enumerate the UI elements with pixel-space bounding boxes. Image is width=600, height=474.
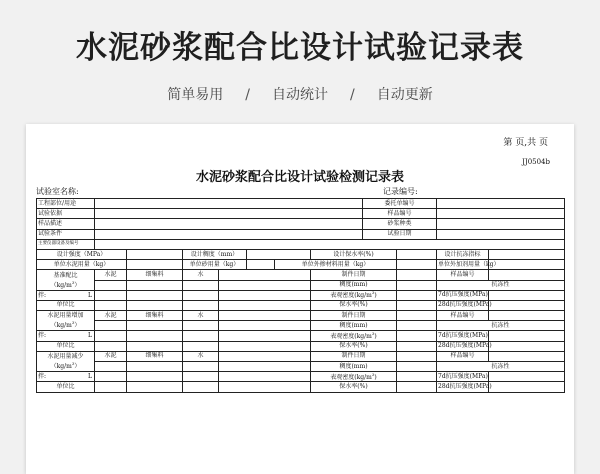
tag-separator: / — [245, 87, 250, 103]
batch-fine-agg[interactable] — [127, 331, 183, 341]
cement-value[interactable] — [95, 280, 127, 290]
strength28-value[interactable] — [489, 300, 565, 310]
table-row — [37, 372, 565, 382]
cement-per-unit-value[interactable] — [127, 260, 183, 270]
consistency-label: 稠度(mm) — [311, 280, 397, 290]
ratio-water[interactable] — [183, 382, 219, 392]
test-conditions-label: 试验条件 — [37, 229, 95, 239]
batch-water[interactable] — [183, 372, 219, 382]
cement-header: 水泥 — [95, 270, 127, 280]
tag-stats: 自动统计 — [272, 87, 328, 103]
table-row — [37, 311, 565, 321]
batch-fine-agg[interactable] — [127, 290, 183, 300]
group-label — [37, 311, 95, 331]
made-date-value[interactable] — [397, 270, 437, 280]
retention-label: 保水率(%) — [311, 382, 397, 392]
table-row — [37, 300, 565, 310]
batch-cement[interactable] — [95, 372, 127, 382]
sample-no-value[interactable] — [437, 209, 565, 219]
liter-label: L — [88, 373, 92, 381]
strength7-label: 7d抗压强度(MPa) — [437, 290, 489, 300]
record-table — [36, 198, 565, 393]
strength28-label: 28d抗压强度(MPa) — [437, 382, 489, 392]
consistency-value[interactable] — [397, 280, 437, 290]
group-label — [37, 270, 95, 290]
document-title: 水泥砂浆配合比设计试验检测记录表 — [195, 170, 404, 185]
design-retention-label: 设计保水率(%) — [311, 249, 397, 259]
design-retention-value[interactable] — [397, 249, 437, 259]
tag-easy: 简单易用 — [167, 87, 224, 103]
ratio-cement[interactable] — [95, 300, 127, 310]
batch-label: 拌: — [38, 291, 47, 299]
tag-update: 自动更新 — [376, 87, 433, 103]
blank-cell[interactable] — [219, 351, 311, 361]
group-unit-sup: 3 — [71, 320, 75, 326]
sample-no-value[interactable] — [489, 270, 565, 280]
equipment-value[interactable] — [95, 239, 565, 249]
cement-value[interactable] — [95, 321, 127, 331]
table-row — [37, 351, 565, 361]
fine-agg-value[interactable] — [127, 321, 183, 331]
design-strength-label: 设计强度（MPa） — [37, 249, 127, 259]
consistency-label: 稠度(mm) — [311, 321, 397, 331]
blank-cell[interactable] — [219, 280, 311, 290]
sample-no-value[interactable] — [489, 311, 565, 321]
blank-cell[interactable] — [219, 372, 311, 382]
density-value[interactable] — [397, 372, 437, 382]
sample-no-label: 样品编号 — [363, 209, 437, 219]
water-header: 水 — [183, 311, 219, 321]
sample-desc-label: 样品描述 — [37, 219, 95, 229]
cement-per-unit-label: 单位水泥用量（kg） — [37, 260, 127, 270]
table-row — [37, 331, 565, 341]
table-row — [37, 321, 565, 331]
sample-no-value[interactable] — [489, 351, 565, 361]
retention-value[interactable] — [397, 300, 437, 310]
tag-separator: / — [350, 87, 355, 103]
made-date-value[interactable] — [397, 311, 437, 321]
blank-cell[interactable] — [219, 331, 311, 341]
density-label: 表观密度$(kg/m^3)$ — [311, 372, 397, 382]
liter-label: L — [88, 332, 92, 340]
retention-value[interactable] — [397, 341, 437, 351]
fine-agg-header: 细集料 — [127, 311, 183, 321]
document-sheet — [26, 124, 574, 474]
cement-header: 水泥 — [95, 311, 127, 321]
blank-cell[interactable] — [219, 270, 311, 280]
order-no-value[interactable] — [437, 199, 565, 209]
batch-cement[interactable] — [95, 290, 127, 300]
strength28-value[interactable] — [489, 341, 565, 351]
frost-label: 抗冻性 — [437, 362, 565, 372]
design-consistency-value[interactable] — [247, 249, 311, 259]
blank-cell[interactable] — [219, 321, 311, 331]
batch-water[interactable] — [183, 290, 219, 300]
batch-fine-agg[interactable] — [127, 372, 183, 382]
project-part-value[interactable] — [95, 199, 363, 209]
sand-per-unit-value[interactable] — [247, 260, 275, 270]
blank-cell[interactable] — [219, 382, 311, 392]
strength7-value[interactable] — [489, 372, 565, 382]
group-unit: （kg/m — [50, 363, 72, 370]
unit-ratio-label: 单位比 — [37, 341, 95, 351]
fine-agg-header: 细集料 — [127, 351, 183, 361]
frost-label: 抗冻性 — [437, 321, 565, 331]
table-row — [37, 249, 565, 259]
blank-cell[interactable] — [219, 290, 311, 300]
ratio-cement[interactable] — [95, 382, 127, 392]
group-unit-end: ） — [74, 363, 81, 370]
water-value[interactable] — [183, 280, 219, 290]
ratio-water[interactable] — [183, 341, 219, 351]
water-header: 水 — [183, 270, 219, 280]
ratio-cement[interactable] — [95, 341, 127, 351]
made-date-label: 制件日期 — [311, 270, 397, 280]
form-code: JJ0504b — [522, 158, 550, 166]
ratio-fine-agg[interactable] — [127, 300, 183, 310]
unit-ratio-label: 单位比 — [37, 300, 95, 310]
consistency-label: 稠度(mm) — [311, 362, 397, 372]
frost-label: 抗冻性 — [437, 280, 565, 290]
table-row — [37, 362, 565, 372]
design-frost-value[interactable] — [489, 249, 565, 259]
made-date-value[interactable] — [397, 351, 437, 361]
cement-header: 水泥 — [95, 351, 127, 361]
strength7-label: 7d抗压强度(MPa) — [437, 372, 489, 382]
retention-label: 保水率(%) — [311, 341, 397, 351]
water-value[interactable] — [183, 321, 219, 331]
table-row — [37, 199, 565, 209]
fine-agg-header: 细集料 — [127, 270, 183, 280]
made-date-label: 制件日期 — [311, 311, 397, 321]
batch-cell — [37, 372, 95, 382]
additive-per-unit-label: 单位外加剂用量（kg） — [437, 260, 489, 270]
consistency-value[interactable] — [397, 362, 437, 372]
hero-title: 水泥砂浆配合比设计试验记录表 — [76, 30, 524, 66]
table-row — [37, 219, 565, 229]
density-label: 表观密度$(kg/m^3)$ — [311, 290, 397, 300]
admixture-per-unit-value[interactable] — [397, 260, 437, 270]
group-name: 水泥用量增加 — [47, 312, 84, 320]
record-number-label: 记录编号: — [383, 187, 418, 196]
strength28-value[interactable] — [489, 382, 565, 392]
ratio-water[interactable] — [183, 300, 219, 310]
unit-ratio-label: 单位比 — [37, 382, 95, 392]
admixture-per-unit-label: 单位外掺材料用量（kg） — [275, 260, 397, 270]
consistency-value[interactable] — [397, 321, 437, 331]
fine-agg-value[interactable] — [127, 280, 183, 290]
test-conditions-value[interactable] — [95, 229, 363, 239]
table-row — [37, 209, 565, 219]
retention-label: 保水率(%) — [311, 300, 397, 310]
table-row — [37, 239, 565, 249]
page-number: 第 页,共 页 — [503, 138, 548, 148]
table-row — [37, 260, 565, 270]
group-name: 基准配比 — [53, 271, 78, 279]
batch-cell — [37, 331, 95, 341]
ratio-fine-agg[interactable] — [127, 382, 183, 392]
group-unit-end: ） — [74, 281, 81, 289]
table-row — [37, 270, 565, 280]
sand-per-unit-label: 单位砂用量（kg） — [183, 260, 247, 270]
strength28-label: 28d抗压强度(MPa) — [437, 341, 489, 351]
table-row — [37, 229, 565, 239]
lab-name-label: 试验室名称: — [36, 187, 79, 196]
water-header: 水 — [183, 351, 219, 361]
blank-cell[interactable] — [219, 362, 311, 372]
blank-cell[interactable] — [219, 300, 311, 310]
batch-cell — [37, 290, 95, 300]
sample-no-label: 样品编号 — [437, 351, 489, 361]
batch-label: 拌: — [38, 332, 47, 340]
density-value[interactable] — [397, 331, 437, 341]
group-unit: （kg/m — [50, 281, 72, 289]
density-label: 表观密度$(kg/m^3)$ — [311, 331, 397, 341]
sample-no-label: 样品编号 — [437, 270, 489, 280]
design-frost-label: 设计抗冻指标 — [437, 249, 489, 259]
water-value[interactable] — [183, 362, 219, 372]
blank-cell[interactable] — [219, 311, 311, 321]
retention-value[interactable] — [397, 382, 437, 392]
mortar-type-label: 砂浆种类 — [363, 219, 437, 229]
batch-water[interactable] — [183, 331, 219, 341]
strength7-value[interactable] — [489, 331, 565, 341]
mortar-type-value[interactable] — [437, 219, 565, 229]
made-date-label: 制件日期 — [311, 351, 397, 361]
strength7-value[interactable] — [489, 290, 565, 300]
fine-agg-value[interactable] — [127, 362, 183, 372]
test-date-label: 试验日期 — [363, 229, 437, 239]
table-row — [37, 341, 565, 351]
blank-cell[interactable] — [219, 341, 311, 351]
group-unit: （kg/m — [50, 322, 72, 330]
sample-desc-value[interactable] — [95, 219, 363, 229]
tagline — [0, 84, 600, 104]
strength28-label: 28d抗压强度(MPa) — [437, 300, 489, 310]
strength7-label: 7d抗压强度(MPa) — [437, 331, 489, 341]
order-no-label: 委托单编号 — [363, 199, 437, 209]
group-unit-sup: 3 — [71, 361, 75, 366]
sample-no-label: 样品编号 — [437, 311, 489, 321]
batch-label: 拌: — [38, 373, 47, 381]
test-basis-value[interactable] — [95, 209, 363, 219]
table-row — [37, 290, 565, 300]
group-unit-sup: 3 — [71, 279, 75, 285]
group-name: 水泥用量减少 — [47, 353, 84, 360]
test-basis-label: 试验依据 — [37, 209, 95, 219]
batch-cement[interactable] — [95, 331, 127, 341]
ratio-fine-agg[interactable] — [127, 341, 183, 351]
project-part-label: 工程部位/用途 — [37, 199, 95, 209]
liter-label: L — [88, 291, 92, 299]
design-strength-value[interactable] — [127, 249, 183, 259]
design-consistency-label: 设计稠度（mm） — [183, 249, 247, 259]
equipment-label: 主要仪器设备及编号 — [37, 239, 95, 249]
group-label — [37, 351, 95, 371]
group-unit-end: ） — [74, 322, 81, 330]
cement-value[interactable] — [95, 362, 127, 372]
density-value[interactable] — [397, 290, 437, 300]
test-date-value[interactable] — [437, 229, 565, 239]
table-row — [37, 280, 565, 290]
table-row — [37, 382, 565, 392]
